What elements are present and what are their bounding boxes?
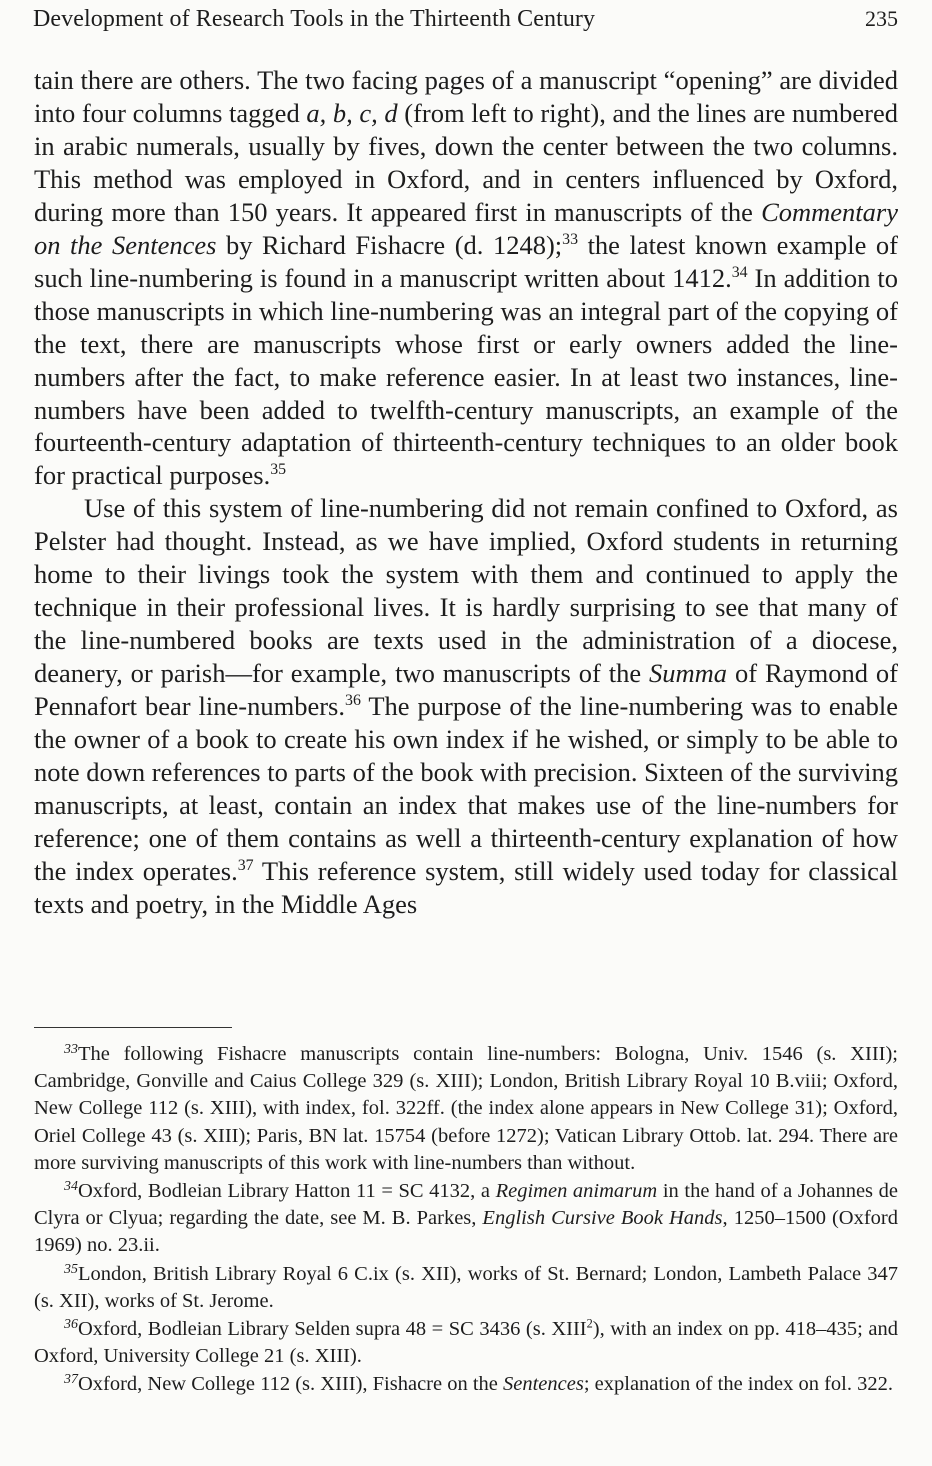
text-run: This reference system, still widely used today for classical texts and poetry, in the Middle Ages [34,855,898,919]
running-head [33,4,898,34]
text-run: by Richard Fishacre (d. 1248); [216,229,563,260]
work-title: Commentary on the Sentences [34,196,898,260]
body-text [34,64,898,921]
footnote-divider [34,1027,232,1028]
footnote-ref-33: 33 [562,230,579,248]
text-run: The purpose of the line-numbering was to enable the owner of a book to create his own index if he wished, or simply to be able to note down references to parts of the book with precision. Sixteen of the surviving manuscripts, at least, contain an index that makes use of the line-numbers for reference; one of them contains as well a thirteenth-century explanation of how the index operates. [34,691,898,886]
footnote-number: 35 [64,1261,78,1277]
footnote-text: Oxford, New College 112 (s. XIII), Fishacre on the [77,1373,504,1396]
footnote-34 [34,1178,898,1260]
footnote-number: 34 [64,1179,78,1195]
footnote-number: 37 [64,1372,78,1388]
footnote-number: 36 [64,1317,78,1333]
footnote-36 [34,1316,898,1370]
footnotes [34,1041,898,1399]
footnote-text: The following Fishacre manuscripts contain line-numbers: Bologna, Univ. 1546 (s. XIII); Cambridge, Gonville and Caius College 329 (s. XIII); London, British Library Royal 10 B.viii; Oxford, New College 112 (s. XIII), with index, fol. 322ff. (the index alone appears in New College 31); Oxford, Oriel College 43 (s. XIII); Paris, BN lat. 15754 (before 1272); Vatican Library Ottob. lat. 294. There are more surviving manuscripts of this work with line-numbers than without. [34,1043,898,1174]
footnote-ref-34: 34 [731,263,748,281]
text-run: Use of this system of line-numbering did not remain confined to Oxford, as Pelster had thought. Instead, as we have implied, Oxford students in returning home to their livings took the system with them and continued to apply the technique in their professional lives. It is hardly surprising to see that many of the line-numbered books are texts used in the administration of a diocese, deanery, or parish—for example, two manuscripts of the [34,493,898,689]
footnote-35 [34,1261,898,1315]
footnote-text: Oxford, Bodleian Library Hatton 11 = SC 4132, a [77,1180,496,1203]
footnote-33 [34,1041,898,1177]
footnote-text: ), with an index on pp. 418–435; and Oxford, University College 21 (s. XIII). [34,1318,898,1368]
footnote-ref-37: 37 [237,857,254,875]
page-number: 235 [865,6,898,31]
column-letters: a, b, c, d [306,97,398,128]
footnote-ref-35: 35 [270,461,287,479]
work-title: Sentences [503,1373,584,1396]
footnote-text: London, British Library Royal 6 C.ix (s. XII), works of St. Bernard; London, Lambeth Palace 347 (s. XII), works of St. Jerome. [34,1262,898,1312]
text-run: of Raymond of Pennafort bear line-numbers. [34,658,898,722]
work-title: English Cursive Book Hands [482,1207,723,1230]
footnote-text: in the hand of a Johannes de Clyra or Clyua; regarding the date, see M. B. Parkes, [34,1180,898,1230]
work-title: Regimen animarum [495,1180,658,1203]
text-run: the latest known example of such line-numbering is found in a manuscript written about 1412. [34,229,898,293]
footnote-text: , 1250–1500 (Oxford 1969) no. 23.ii. [34,1207,898,1257]
footnote-ref-36: 36 [345,692,361,710]
footnote-number: 33 [64,1042,78,1058]
superscript-2: 2 [586,1316,593,1331]
work-title: Summa [649,658,728,689]
footnote-text: Oxford, Bodleian Library Selden supra 48 = SC 3436 (s. XIII [77,1318,587,1341]
running-head-title: Development of Research Tools in the Thirteenth Century [33,6,596,32]
body-paragraph-1 [34,64,898,492]
footnote-37 [34,1371,898,1398]
body-paragraph-2 [34,492,898,920]
text-run: In addition to those manuscripts in which line-numbering was an integral part of the copying of the text, there are manuscripts whose first or early owners added the line-numbers after the fact, to make reference easier. In at least two instances, line-numbers have been added to twelfth-century manuscripts, an example of the fourteenth-century adaptation of thirteenth-century techniques to an older book for practical purposes. [34,262,898,491]
footnote-text: ; explanation of the index on fol. 322. [583,1373,893,1396]
text-run: (from left to right), and the lines are numbered in arabic numerals, usually by fives, down the center between the two columns. This method was employed in Oxford, and in centers influenced by Oxford, during more than 150 years. It appeared first in manuscripts of the [34,97,899,227]
text-run: tain there are others. The two facing pages of a manuscript “opening” are divided into four columns tagged [34,65,898,128]
